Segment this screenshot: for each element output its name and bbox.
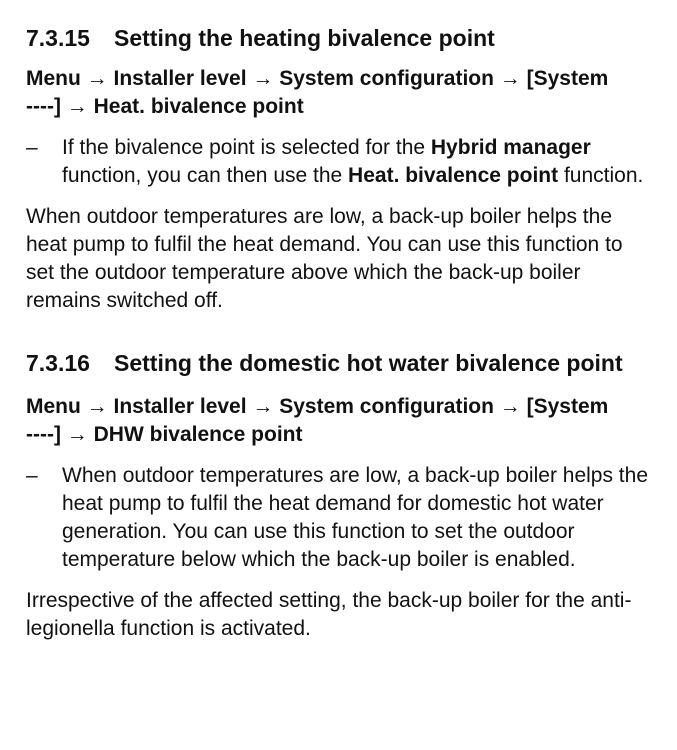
bullet-text-part: If the bivalence point is selected for the (62, 136, 431, 159)
section-title: Setting the domestic hot water bivalence point (114, 350, 623, 376)
bullet-dash: – (26, 464, 38, 487)
menu-path-line1: Menu → Installer level → System configuration → [System (26, 67, 609, 90)
section-number: 7.3.15 (26, 25, 90, 51)
section-number: 7.3.16 (26, 350, 90, 376)
bullet-dash: – (26, 136, 38, 159)
body-paragraph: When outdoor temperatures are low, a back-up boiler helps the heat pump to fulfil the heat demand. You can use this function to set the outdoor temperature above which the back-up boiler remains switched off. (26, 205, 623, 312)
bullet-item (26, 134, 655, 190)
menu-path-line2: ----] → Heat. bivalence point (26, 95, 304, 118)
bullet-item (26, 462, 655, 574)
bullet-bold-heat-bivalence: Heat. bivalence point (348, 164, 559, 187)
bullet-text-part: function. (558, 164, 644, 187)
menu-path-heating-bivalence (26, 65, 655, 121)
section-heading-heating-bivalence (26, 0, 655, 53)
section-heading-dhw-bivalence (26, 348, 655, 378)
menu-path-dhw-bivalence (26, 393, 655, 449)
bullet-text: When outdoor temperatures are low, a back-up boiler helps the heat pump to fulfil the heat demand for domestic hot water generation. You can use this function to set the outdoor temperature below which the back-up boiler is enabled. (62, 464, 649, 571)
bullet-text-part: function, you can then use the (62, 164, 349, 187)
menu-path-line2: ----] → DHW bivalence point (26, 423, 303, 446)
menu-path-line1: Menu → Installer level → System configuration → [System (26, 395, 609, 418)
bullet-text (62, 134, 655, 190)
bullet-bold-hybrid-manager: Hybrid manager (430, 136, 591, 159)
section-title: Setting the heating bivalence point (114, 25, 495, 51)
body-paragraph: Irrespective of the affected setting, the back-up boiler for the anti-legionella function is activated. (26, 589, 632, 640)
